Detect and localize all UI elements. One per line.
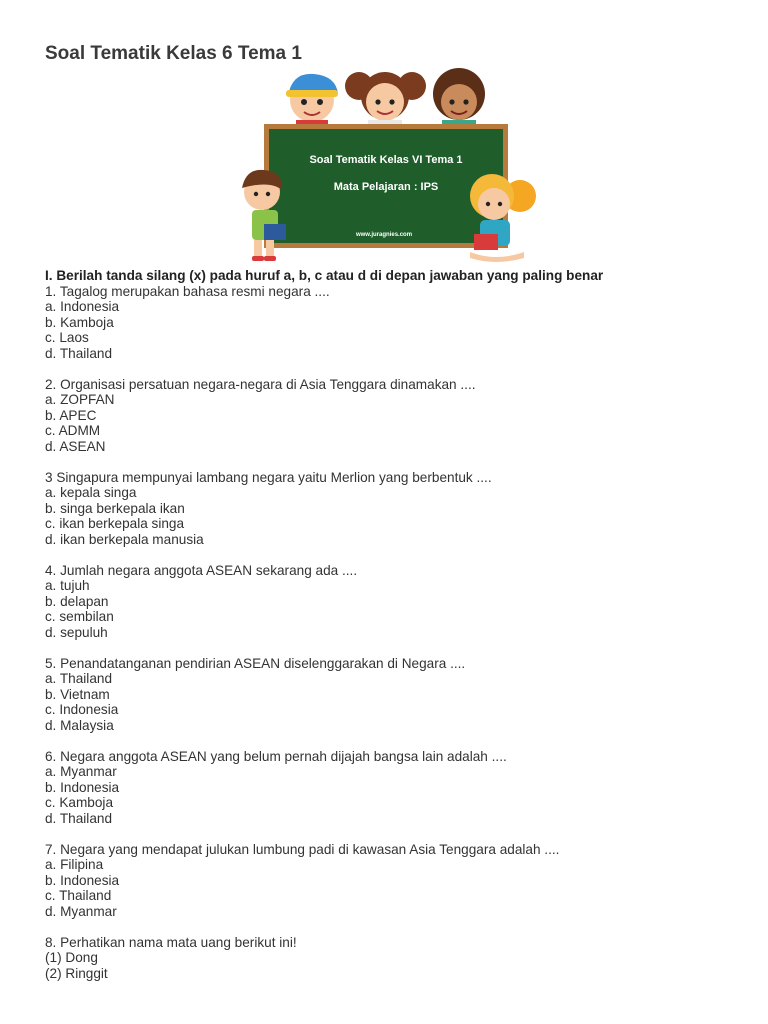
answer-option: d. Malaysia xyxy=(45,717,114,733)
question-list xyxy=(45,268,745,997)
answer-option: a. Indonesia xyxy=(45,299,120,314)
answer-option: c. Thailand xyxy=(45,888,112,903)
answer-option: (2) Ringgit xyxy=(45,965,108,981)
answer-option: c. Indonesia xyxy=(45,702,119,717)
question-text: 6. Negara anggota ASEAN yang belum pernah dijajah bangsa lain adalah .... xyxy=(45,748,507,764)
answer-option: c. sembilan xyxy=(45,609,114,624)
question-block xyxy=(45,470,745,548)
answer-option: b. Kamboja xyxy=(45,314,114,330)
answer-option: b. APEC xyxy=(45,407,97,423)
answer-option: d. ASEAN xyxy=(45,438,106,454)
answer-option: c. ADMM xyxy=(45,423,101,438)
question-text: 7. Negara yang mendapat julukan lumbung padi di kawasan Asia Tenggara adalah .... xyxy=(45,841,560,857)
question-text: 4. Jumlah negara anggota ASEAN sekarang ada .... xyxy=(45,562,358,578)
answer-option: a. kepala singa xyxy=(45,485,137,500)
instruction: I. Berilah tanda silang (x) pada huruf a, b, c atau d di depan jawaban yang paling benar xyxy=(45,268,604,283)
board-title: Soal Tematik Kelas VI Tema 1 xyxy=(309,154,463,166)
board-site: www.juragnies.com xyxy=(355,232,413,238)
answer-option: b. singa berkepala ikan xyxy=(45,500,185,516)
question-text: 3 Singapura mempunyai lambang negara yaitu Merlion yang berbentuk .... xyxy=(45,469,492,485)
answer-option: a. Thailand xyxy=(45,671,113,686)
answer-option: c. ikan berkepala singa xyxy=(45,516,185,531)
answer-option: a. tujuh xyxy=(45,578,90,593)
kid-curly-illustration xyxy=(345,72,426,130)
question-block xyxy=(45,749,745,827)
answer-option: b. Vietnam xyxy=(45,686,110,702)
question-text: 1. Tagalog merupakan bahasa resmi negara .... xyxy=(45,283,330,299)
page-title: Soal Tematik Kelas 6 Tema 1 xyxy=(45,43,302,64)
answer-option: b. Indonesia xyxy=(45,779,120,795)
question-block xyxy=(45,935,745,982)
question-text: 8. Perhatikan nama mata uang berikut ini! xyxy=(45,934,297,950)
kid-afro-illustration xyxy=(433,68,485,130)
answer-option: c. Laos xyxy=(45,330,89,345)
answer-option: b. Indonesia xyxy=(45,872,120,888)
cover-illustration xyxy=(234,68,536,266)
question-block xyxy=(45,377,745,455)
board-subject: Mata Pelajaran : IPS xyxy=(333,181,439,193)
answer-option: d. Thailand xyxy=(45,810,113,826)
answer-option: d. ikan berkepala manusia xyxy=(45,531,204,547)
answer-option: c. Kamboja xyxy=(45,795,114,810)
answer-option: a. Filipina xyxy=(45,857,104,872)
answer-option: d. Myanmar xyxy=(45,903,117,919)
question-block xyxy=(45,563,745,641)
question-text: 5. Penandatanganan pendirian ASEAN diselenggarakan di Negara .... xyxy=(45,655,466,671)
answer-option: (1) Dong xyxy=(45,950,98,965)
kid-cap-illustration xyxy=(286,74,338,130)
answer-option: a. Myanmar xyxy=(45,764,117,779)
answer-option: d. Thailand xyxy=(45,345,113,361)
answer-option: d. sepuluh xyxy=(45,624,108,640)
answer-option: a. ZOPFAN xyxy=(45,392,115,407)
question-block xyxy=(45,842,745,920)
question-text: 2. Organisasi persatuan negara-negara di Asia Tenggara dinamakan .... xyxy=(45,376,476,392)
answer-option: b. delapan xyxy=(45,593,109,609)
question-block xyxy=(45,284,745,362)
question-block xyxy=(45,656,745,734)
